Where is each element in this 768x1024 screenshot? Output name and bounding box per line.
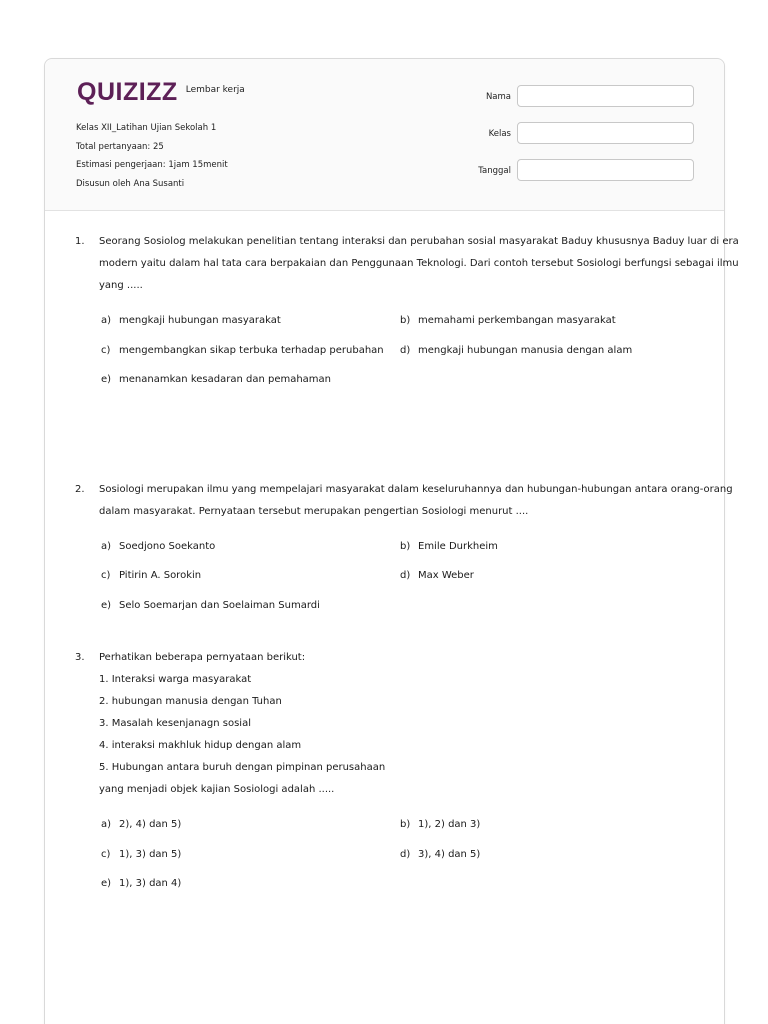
meta-total-questions: Total pertanyaan: 25 — [76, 141, 164, 152]
option-e[interactable] — [101, 878, 181, 889]
date-input[interactable] — [517, 159, 694, 181]
meta-estimated-time: Estimasi pengerjaan: 1jam 15menit — [76, 160, 228, 170]
option-c[interactable] — [101, 849, 181, 860]
option-letter: c) — [101, 570, 111, 581]
option-a[interactable] — [101, 315, 281, 326]
option-c[interactable] — [101, 345, 384, 356]
question-line: yang menjadi objek kajian Sosiologi adalah ..... — [99, 784, 335, 795]
option-text: menanamkan kesadaran dan pemahaman — [119, 374, 332, 385]
option-d[interactable] — [400, 849, 480, 860]
option-d[interactable] — [400, 570, 474, 581]
option-letter: d) — [400, 570, 411, 581]
question-line: 5. Hubungan antara buruh dengan pimpinan perusahaan — [99, 762, 386, 773]
question-line: 4. interaksi makhluk hidup dengan alam — [99, 740, 302, 751]
question-line: Perhatikan beberapa pernyataan berikut: — [99, 652, 306, 663]
question-line: Sosiologi merupakan ilmu yang mempelajari masyarakat dalam keseluruhannya dan hubungan-hubungan antara orang-orang — [99, 484, 733, 495]
class-input[interactable] — [517, 122, 694, 144]
question-line: yang ..... — [99, 280, 143, 291]
worksheet-header — [45, 59, 724, 211]
worksheet — [44, 58, 739, 1024]
brand — [77, 79, 245, 105]
option-letter: c) — [101, 849, 111, 860]
question-line: Seorang Sosiolog melakukan penelitian tentang interaksi dan perubahan sosial masyarakat Baduy khususnya Baduy luar di era — [99, 236, 739, 247]
question-line: dalam masyarakat. Pernyataan tersebut merupakan pengertian Sosiologi menurut .... — [99, 506, 529, 517]
question-1 — [75, 231, 739, 297]
option-e[interactable] — [101, 600, 320, 611]
name-input[interactable] — [517, 85, 694, 107]
question-number: 3. — [75, 652, 85, 663]
option-letter: a) — [101, 541, 112, 552]
question-text — [99, 231, 739, 297]
question-2 — [75, 479, 733, 523]
option-a[interactable] — [101, 541, 215, 552]
option-text: mengkaji hubungan masyarakat — [119, 315, 281, 326]
question-text — [99, 479, 733, 523]
option-text: Max Weber — [418, 570, 474, 581]
option-e[interactable] — [101, 374, 331, 385]
option-letter: b) — [400, 315, 411, 326]
option-letter: d) — [400, 849, 411, 860]
option-c[interactable] — [101, 570, 201, 581]
option-letter: a) — [101, 819, 112, 830]
option-d[interactable] — [400, 345, 632, 356]
option-text: Emile Durkheim — [418, 541, 498, 552]
quizizz-logo: QUIZIZZ — [77, 78, 178, 106]
option-letter: b) — [400, 819, 411, 830]
field-label-kelas: Kelas — [488, 129, 511, 139]
option-text: Selo Soemarjan dan Soelaiman Sumardi — [119, 600, 320, 611]
option-a[interactable] — [101, 819, 181, 830]
question-number: 1. — [75, 236, 85, 247]
field-label-nama: Nama — [485, 92, 511, 102]
option-b[interactable] — [400, 541, 498, 552]
option-b[interactable] — [400, 315, 616, 326]
worksheet-subtitle: Lembar kerja — [185, 85, 245, 95]
option-text: mengembangkan sikap terbuka terhadap perubahan — [119, 345, 384, 356]
option-letter: e) — [101, 374, 112, 385]
option-text: Pitirin A. Sorokin — [119, 570, 202, 581]
option-letter: d) — [400, 345, 411, 356]
question-line: 1. Interaksi warga masyarakat — [99, 674, 252, 685]
option-text: Soedjono Soekanto — [119, 541, 216, 552]
question-text — [99, 647, 705, 801]
option-text: 1), 2) dan 3) — [418, 819, 481, 830]
question-line: 2. hubungan manusia dengan Tuhan — [99, 696, 282, 707]
option-letter: b) — [400, 541, 411, 552]
option-text: 1), 3) dan 5) — [119, 849, 182, 860]
option-b[interactable] — [400, 819, 480, 830]
option-letter: a) — [101, 315, 112, 326]
option-text: memahami perkembangan masyarakat — [418, 315, 616, 326]
question-number: 2. — [75, 484, 85, 495]
question-3 — [75, 647, 705, 801]
option-letter: e) — [101, 600, 112, 611]
field-label-tanggal: Tanggal — [478, 166, 511, 176]
meta-author: Disusun oleh Ana Susanti — [76, 178, 185, 189]
option-text: 1), 3) dan 4) — [119, 878, 182, 889]
question-line: 3. Masalah kesenjanagn sosial — [99, 718, 251, 729]
option-text: 3), 4) dan 5) — [418, 849, 481, 860]
worksheet-meta — [76, 119, 228, 193]
option-letter: c) — [101, 345, 111, 356]
option-text: 2), 4) dan 5) — [119, 819, 182, 830]
option-text: mengkaji hubungan manusia dengan alam — [418, 345, 633, 356]
question-line: modern yaitu dalam hal tata cara berpakaian dan Penggunaan Teknologi. Dari contoh tersebut Sosiologi berfungsi sebagai ilmu — [99, 258, 739, 269]
option-letter: e) — [101, 878, 112, 889]
meta-class: Kelas XII_Latihan Ujian Sekolah 1 — [76, 123, 217, 133]
